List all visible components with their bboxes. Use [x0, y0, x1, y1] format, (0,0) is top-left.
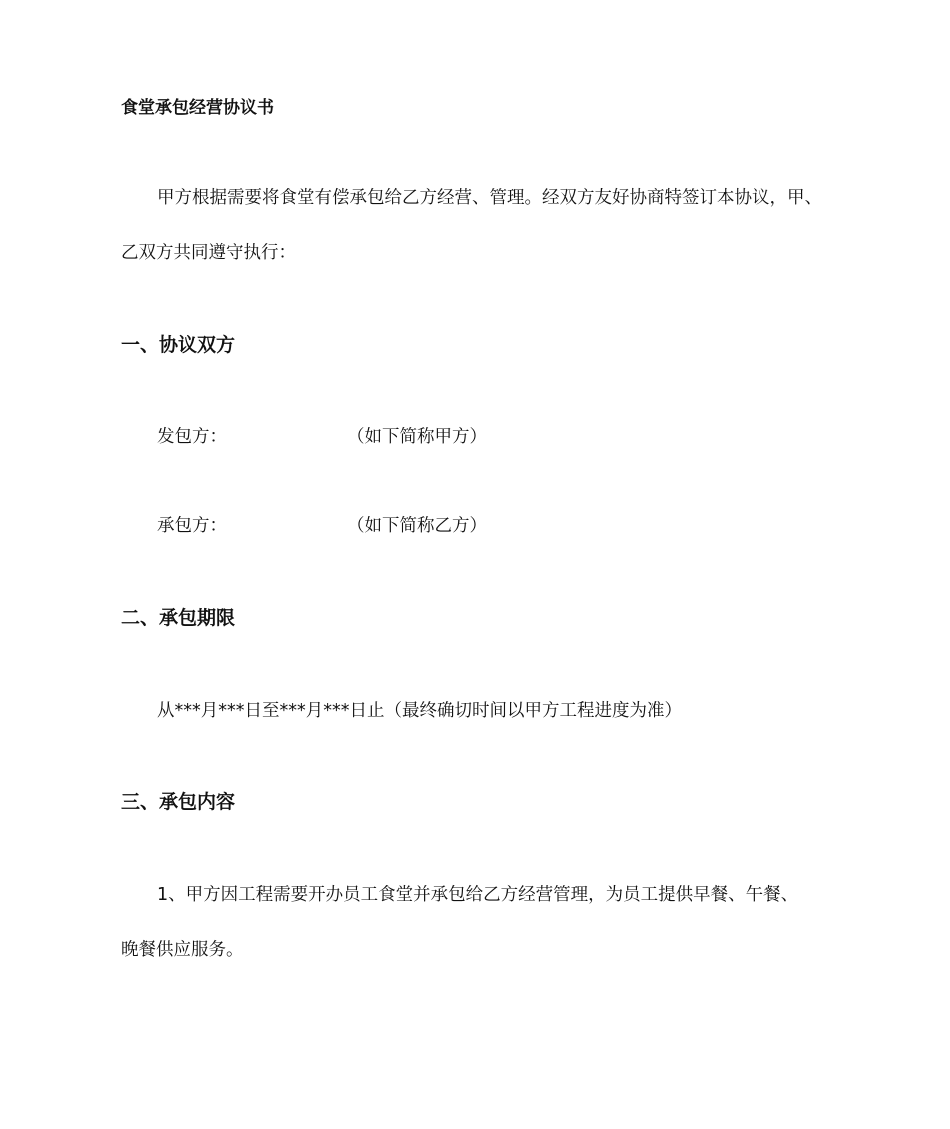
section-heading-content: 三、承包内容	[121, 791, 236, 813]
party-b-note: （如下简称乙方）	[347, 516, 487, 536]
term-text: 从***月***日至***月***日止（最终确切时间以甲方工程进度为准）	[157, 701, 682, 721]
intro-paragraph-line-1: 甲方根据需要将食堂有偿承包给乙方经营、管理。经双方友好协商特签订本协议，甲、	[157, 188, 822, 208]
content-item-1-line-1: 1、甲方因工程需要开办员工食堂并承包给乙方经营管理，为员工提供早餐、午餐、	[157, 885, 799, 905]
section-heading-term: 二、承包期限	[121, 607, 236, 629]
document-title: 食堂承包经营协议书	[121, 98, 274, 118]
party-a-note: （如下简称甲方）	[347, 427, 487, 447]
intro-paragraph-line-2: 乙双方共同遵守执行：	[121, 243, 296, 263]
content-item-1-line-2: 晚餐供应服务。	[121, 940, 244, 960]
party-b-label: 承包方：	[157, 516, 227, 536]
section-heading-parties: 一、协议双方	[121, 334, 236, 356]
party-a-label: 发包方：	[157, 427, 227, 447]
